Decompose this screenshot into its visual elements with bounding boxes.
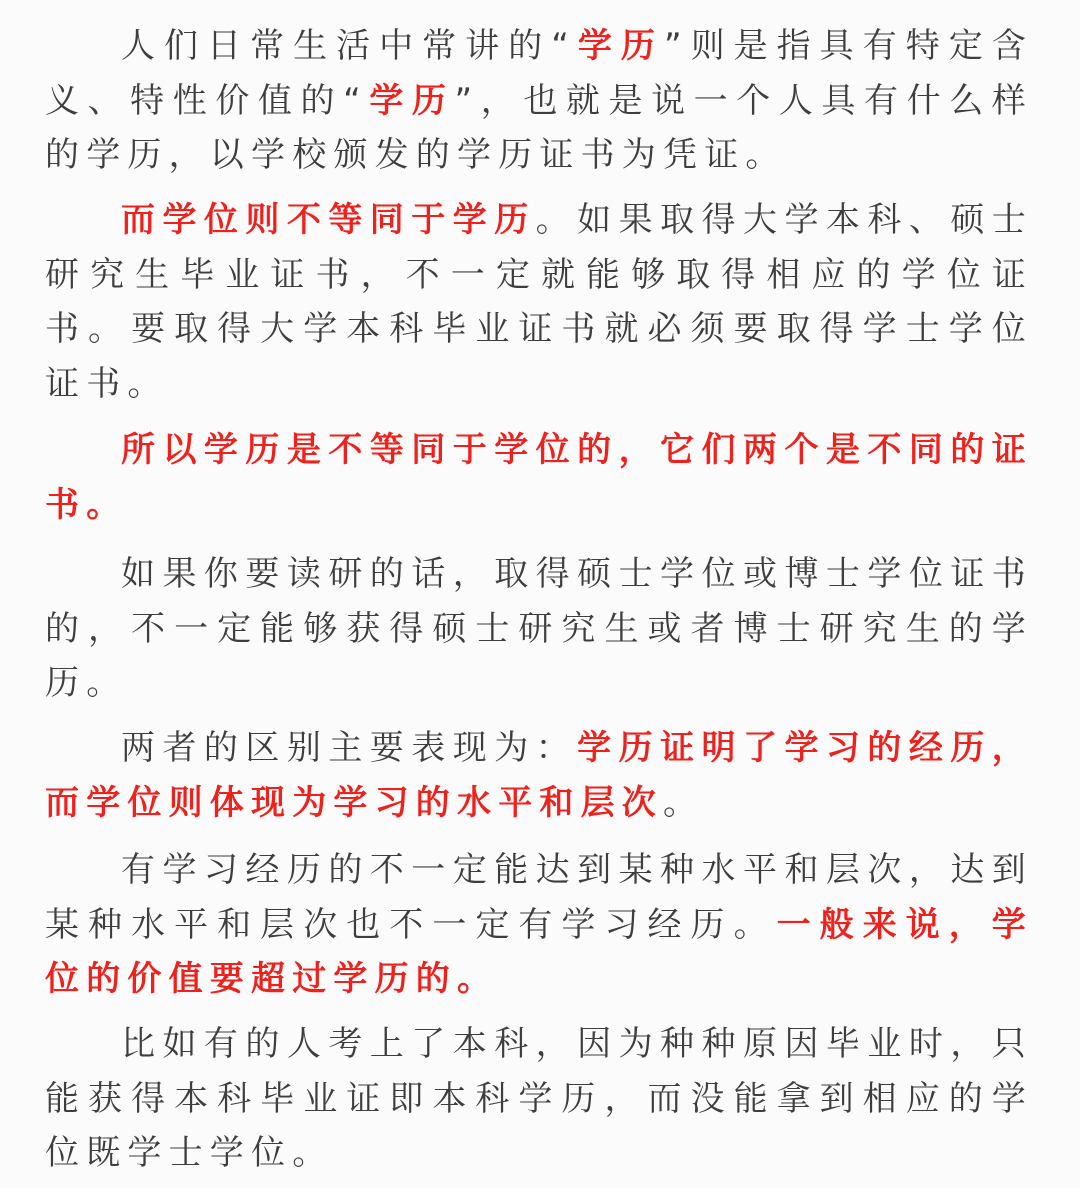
text-segment: ”，也就是说一个人具有什么样的学历，以学校颁发的学历证书为凭证。	[45, 80, 1034, 175]
text-segment: 所以学历是不等同于学位的，它们两个是不同的证书。	[45, 430, 1033, 525]
text-segment: 一般来说，学位的价值要超过学历的。	[45, 904, 1034, 999]
paragraph-3	[45, 423, 1033, 532]
text-segment: ”则是指具有特定含义、特性价值的“	[45, 26, 1033, 121]
text-segment: 而学位则不等同于学历	[121, 200, 536, 240]
text-segment: 学历	[367, 80, 455, 121]
text-segment: 比如有的人考上了本科，因为种种原因毕业时，只能获得本科毕业证即本科学历，而没能拿到相应的学位既学士学位。	[45, 1024, 1033, 1173]
text-segment: 两者的区别主要表现为：	[121, 728, 578, 768]
text-segment: 有学习经历的不一定能达到某种水平和层次，达到某种水平和层次也不一定有学习经历。	[45, 850, 1033, 945]
paragraph-1	[45, 19, 1033, 183]
paragraph-6	[45, 843, 1033, 1007]
text-segment: 如果你要读研的话，取得硕士学位或博士学位证书的，不一定能够获得硕士研究生或者博士研究生的学历。	[45, 554, 1033, 703]
text-segment: 学历	[576, 26, 664, 66]
paragraph-5	[45, 721, 1033, 830]
text-segment: 。如果取得大学本科、硕士研究生毕业证书，不一定就能够取得相应的学位证书。要取得大学本科毕业证书就必须要取得学士学位证书。	[45, 200, 1034, 404]
text-segment: 学历证明了学习的经历，而学位则体现为学习的水平和层次	[45, 728, 1034, 823]
text-segment: 人们日常生活中常讲的“	[121, 26, 577, 66]
text-segment: 。	[663, 782, 705, 823]
paragraph-2	[45, 193, 1033, 411]
paragraph-4	[45, 547, 1033, 711]
paragraph-7	[45, 1017, 1033, 1181]
